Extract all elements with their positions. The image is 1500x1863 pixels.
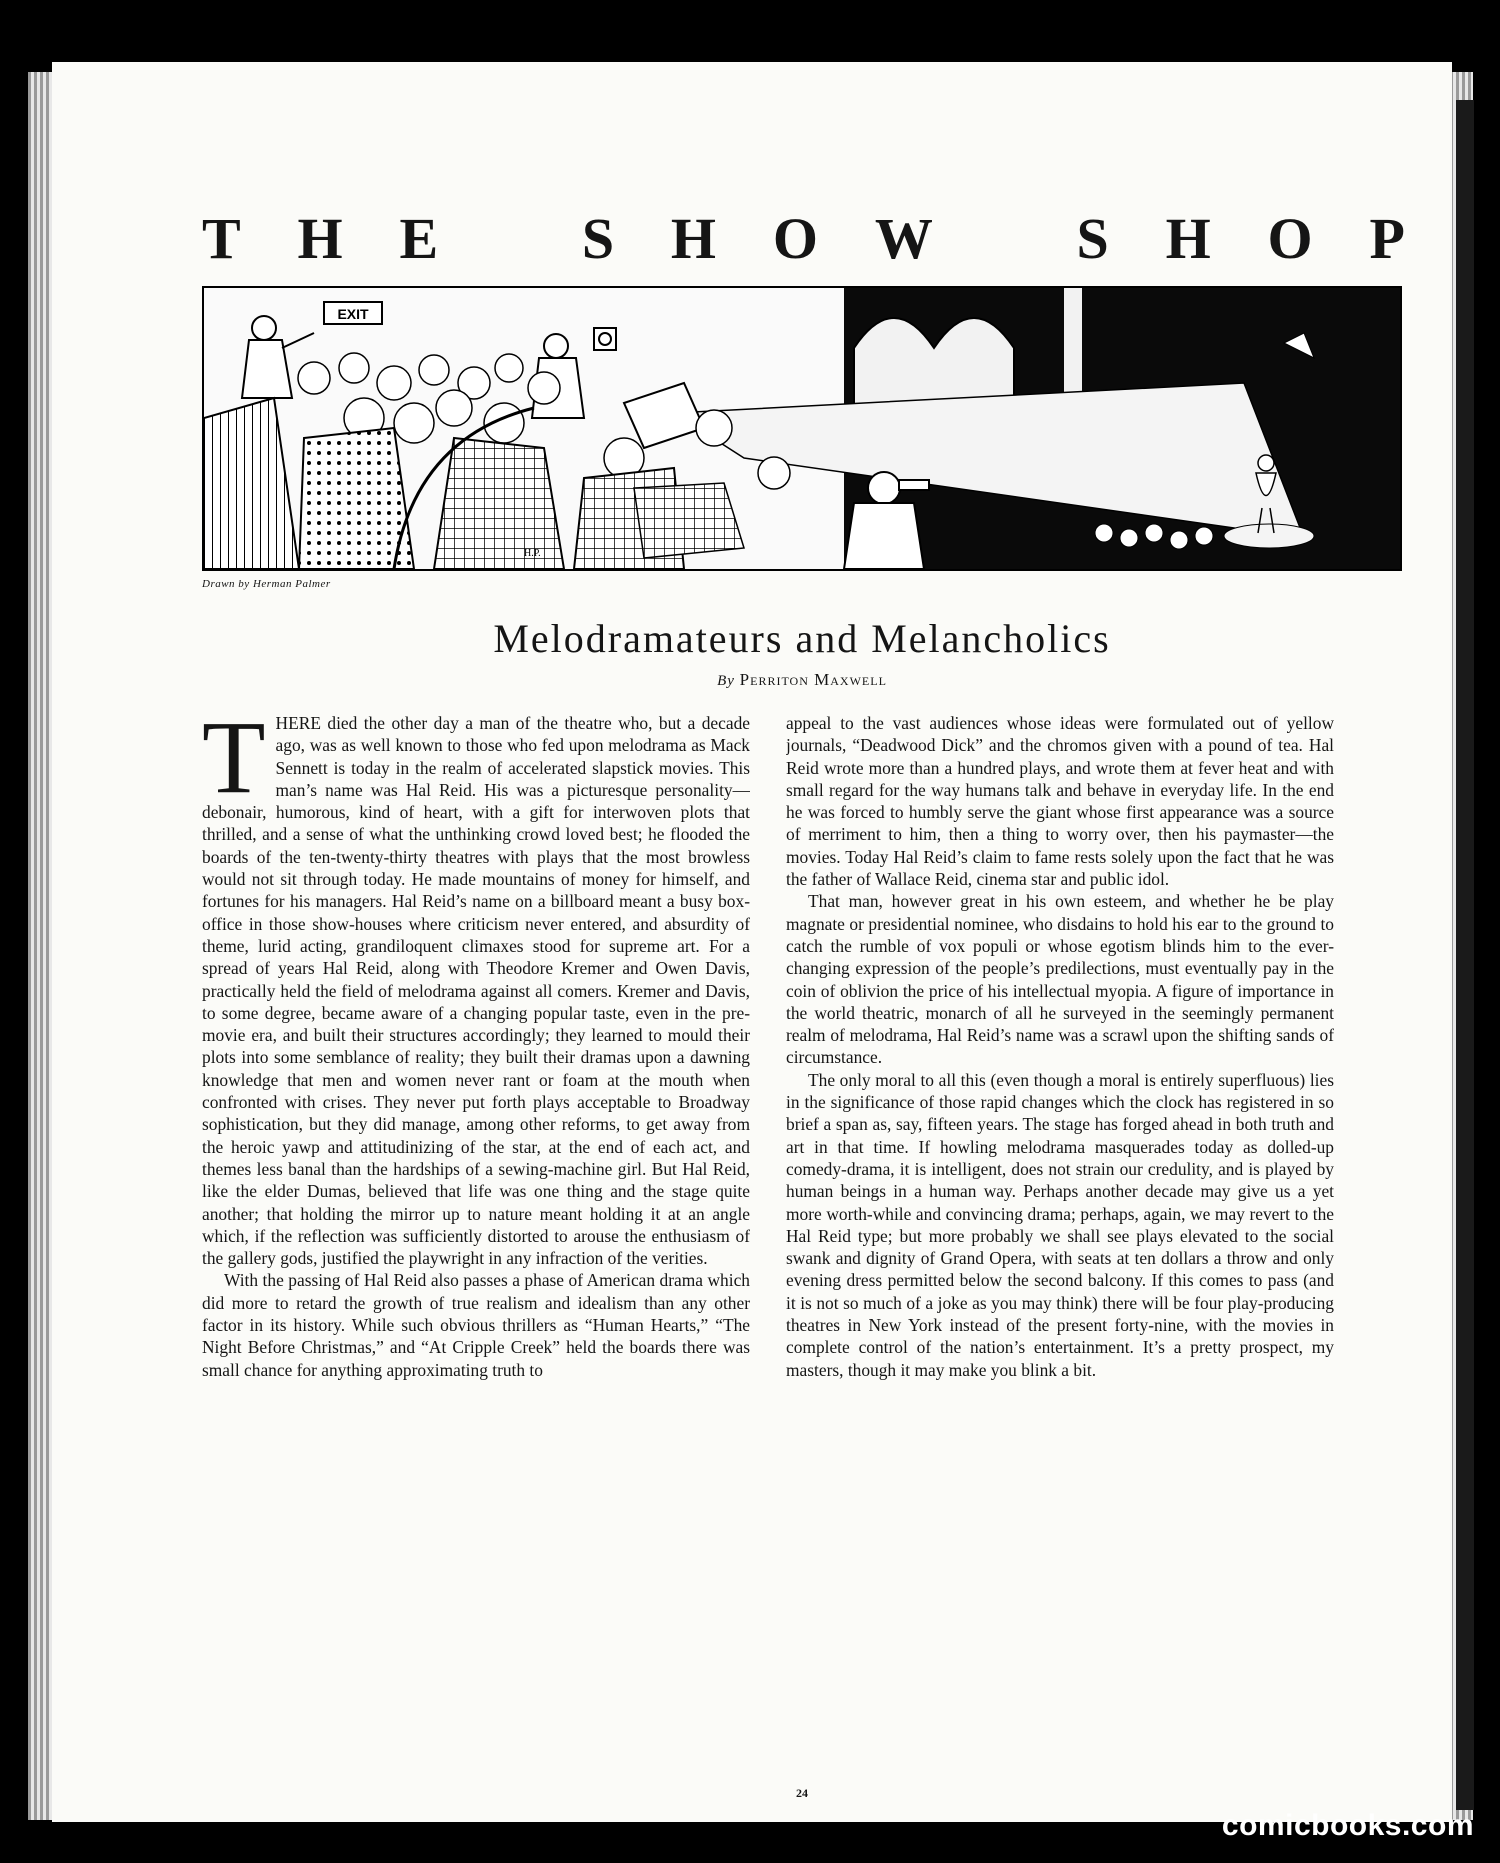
article-column-left bbox=[202, 712, 750, 1767]
illustration-credit: Drawn by Herman Palmer bbox=[202, 578, 331, 590]
article-headline: Melodramateurs and Melancholics bbox=[493, 616, 1111, 661]
article-paragraph: With the passing of Hal Reid also passes a phase of American drama which did more to retard the growth of true realism and idealism than any other factor in its history. While such obvious thrillers as “Human Hearts,” “The Night Before Christmas,” and “At Cripple Creek” held the boards there was small chance for anything approximating truth to bbox=[202, 1270, 750, 1380]
article-paragraph bbox=[202, 712, 750, 1269]
title-letter: S bbox=[581, 206, 615, 271]
byline-prefix: By bbox=[717, 673, 735, 689]
article-column-right bbox=[786, 712, 1334, 1767]
title-letter: O bbox=[1267, 206, 1313, 271]
exit-sign: EXIT bbox=[337, 306, 369, 322]
magazine-page bbox=[52, 62, 1452, 1822]
artist-monogram: H.P. bbox=[524, 548, 541, 559]
title-letter: T bbox=[202, 206, 241, 271]
title-letter: O bbox=[772, 206, 818, 271]
byline-author: Perriton Maxwell bbox=[739, 670, 887, 689]
title-letter: E bbox=[399, 206, 439, 271]
section-title bbox=[202, 206, 1405, 271]
title-letter: S bbox=[1076, 206, 1109, 271]
drop-cap: T bbox=[202, 712, 266, 815]
title-letter: H bbox=[297, 206, 343, 271]
book-spine bbox=[1456, 100, 1474, 1810]
article-paragraph: That man, however great in his own esteem, and whether he be play magnate or presidential nominee, who disdains to hold his ear to the ground to catch the rumble of vox populi or whose egotism blinds him to the ever-changing expression of the people’s predilections, must eventually pay in the coin of oblivion the price of his intellectual myopia. A figure of importance in the world theatric, monarch of all he surveyed in the seemingly permanent realm of melodrama, Hal Reid’s name was a scrawl upon the shifting sands of circumstance. bbox=[786, 891, 1334, 1068]
title-letter: W bbox=[874, 206, 933, 271]
theatre-illustration bbox=[202, 286, 1402, 571]
theatre-audience-drawing bbox=[204, 288, 1400, 569]
title-letter: P bbox=[1369, 206, 1405, 271]
site-watermark: comicbooks.com bbox=[1221, 1809, 1474, 1842]
article-paragraph: appeal to the vast audiences whose ideas were formulated out of yellow journals, “Deadwood Dick” and the chromos given with a pound of tea. Hal Reid wrote more than a hundred plays, and wrote them at fever heat and with small regard for the way humans talk and behave in everyday life. In the end he was forced to humbly serve the giant whose first appearance was a source of merriment to him, then a thing to worry over, then his paymaster—the movies. Today Hal Reid’s claim to fame rests solely upon the fact that he was the father of Wallace Reid, cinema star and public idol. bbox=[786, 713, 1334, 890]
title-letter: H bbox=[670, 206, 717, 271]
paragraph-text: HERE died the other day a man of the theatre who, but a decade ago, was as well known to those who fed upon melodrama as Mack Sennett is today in the realm of accelerated slapstick movies. This man’s name was Hal Reid. His was a picturesque personality—debonair, humorous, kind of heart, with a gift for interwoven plots that thrilled, and a sense of what the unthinking crowd loved best; he flooded the boards of the ten-twenty-thirty theatres with plays that the most browless would not sit through today. He made mountains of money for himself, and fortunes for his managers. Hal Reid’s name on a billboard meant a busy box-office in those show-houses where criticism never entered, and absurdity of theme, lurid acting, grandiloquent climaxes stood for supreme art. For a spread of years Hal Reid, along with Theodore Kremer and Owen Davis, practically held the field of melodrama against all comers. Kremer and Davis, to some degree, became aware of a changing popular taste, even in the pre-movie era, and built their structures accordingly; they learned to mould their plots into some semblance of reality; they built their dramas upon a dawning knowledge that men and women never rant or foam at the mouth when confronted with crises. They never put forth plays acceptable to Broadway sophistication, but they did manage, among other reforms, to get away from the heroic yawp and attitudinizing of the star, at the end of each act, and themes less banal than the hardships of a sewing-machine girl. But Hal Reid, like the elder Dumas, believed that life was one thing and the stage quite another; that holding the mirror up to nature meant holding it at an angle which, if the reflection was sufficiently distorted to arouse the enthusiasm of the gallery gods, justified the playwright in any infraction of the verities. bbox=[202, 713, 750, 1269]
article-byline bbox=[202, 670, 1402, 690]
page-number: 24 bbox=[796, 1786, 808, 1800]
article-paragraph: The only moral to all this (even though a moral is entirely superfluous) lies in the significance of those rapid changes which the clock has registered in so brief a span as, say, fifteen years. The stage has forged ahead in both truth and art in that time. If howling melodrama masquerades today as dolled-up comedy-drama, it is intelligent, does not strain our credulity, and is played by human beings in a human way. Perhaps another decade may give us a yet more worth-while and convincing drama; perhaps, again, we may revert to the Hal Reid type; but more probably we shall see plays elevated to the social swank and dignity of Grand Opera, with seats at ten dollars a throw and only evening dress permitted below the second balcony. If this comes to pass (and it is not so much of a joke as you may think) there will be four play-producing theatres in New York instead of the present forty-nine, with the movies in complete control of the nation’s entertainment. It’s a pretty prospect, my masters, though it may make you blink a bit. bbox=[786, 1069, 1334, 1380]
title-letter: H bbox=[1165, 206, 1211, 271]
